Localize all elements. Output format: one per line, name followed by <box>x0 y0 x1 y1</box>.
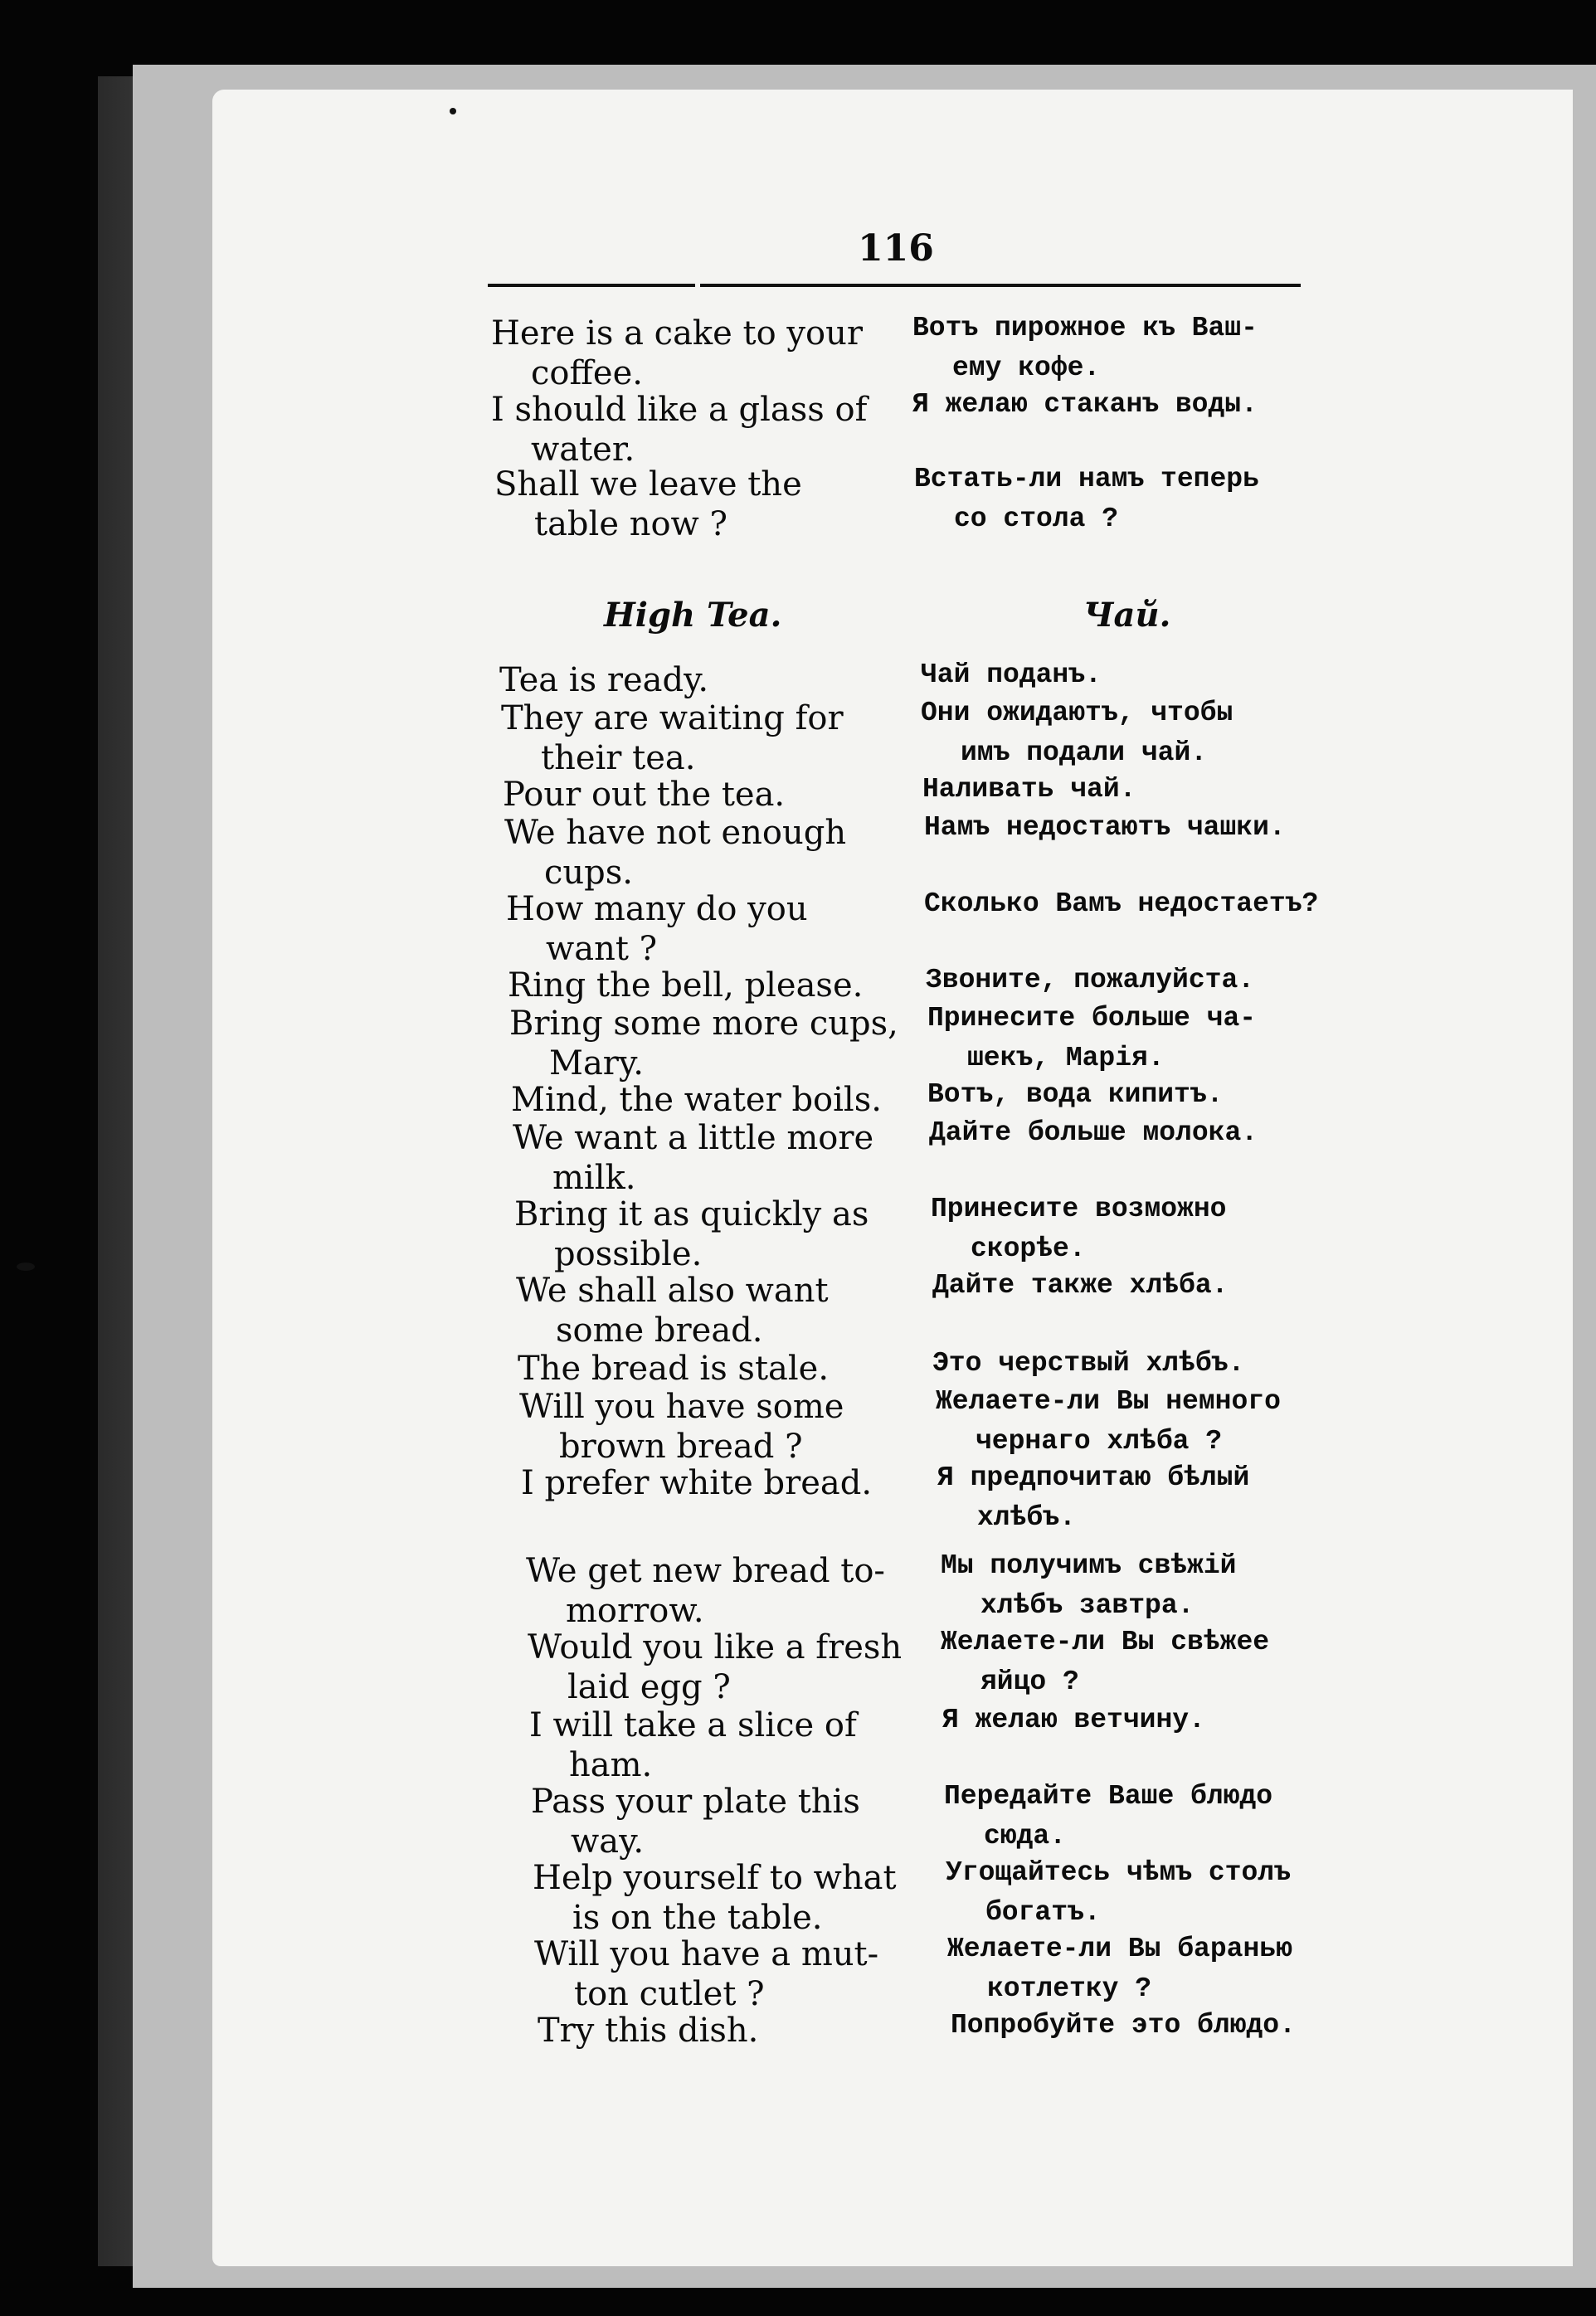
phrase-russian-line: Принесите больше ча- <box>927 1003 1257 1034</box>
phrase-english <box>538 2011 758 2051</box>
phrase-english-continuation: coffee. <box>531 354 643 392</box>
phrase-russian-continuation: имъ подали чай. <box>961 737 1208 768</box>
phrase-english <box>491 390 867 470</box>
phrase-russian <box>927 999 1256 1078</box>
phrase-russian-line: Чай поданъ. <box>921 659 1102 690</box>
phrase-russian-continuation: котлетку ? <box>987 1973 1152 2004</box>
phrase-english <box>494 465 802 544</box>
phrase-russian-continuation: шекъ, Марія. <box>967 1043 1165 1073</box>
phrase-english-continuation: table now ? <box>534 505 727 543</box>
phrase-russian-line: Мы получимъ свѣжій <box>941 1550 1237 1581</box>
phrase-english <box>528 1628 902 1707</box>
phrase-russian <box>947 1929 1292 2009</box>
phrase-english-line: Here is a cake to your <box>491 314 863 353</box>
phrase-english-line: Bring it as quickly as <box>514 1195 869 1233</box>
phrase-russian-continuation: чернаго хлѣба ? <box>976 1426 1223 1457</box>
phrase-russian <box>922 770 1136 810</box>
phrase-russian-continuation: скорѣе. <box>971 1233 1086 1264</box>
phrase-english-line: Pass your plate this <box>531 1783 860 1821</box>
phrase-russian <box>942 1701 1205 1740</box>
book-page <box>212 90 1573 2266</box>
phrase-russian-line: Намъ недостаютъ чашки. <box>924 812 1286 843</box>
phrase-russian <box>921 655 1102 695</box>
phrase-english <box>509 1004 898 1083</box>
dust-speck <box>450 108 456 114</box>
phrase-russian <box>929 1113 1258 1153</box>
phrase-russian-line: Вотъ пирожное къ Ваш- <box>912 313 1258 343</box>
section-heading-english: High Tea. <box>604 596 782 635</box>
phrase-russian-line: Я желаю ветчину. <box>942 1705 1205 1735</box>
phrase-russian <box>941 1623 1269 1702</box>
section-heading-russian: Чай. <box>1083 596 1171 635</box>
phrase-russian-continuation: хлѣбъ. <box>977 1502 1076 1533</box>
phrase-english-line: We shall also want <box>516 1272 829 1310</box>
phrase-english-continuation: their tea. <box>541 739 696 777</box>
phrase-russian <box>927 1075 1223 1115</box>
phrase-english-continuation: some bread. <box>556 1311 763 1350</box>
phrase-english-continuation: way. <box>571 1822 645 1861</box>
phrase-english-line: Shall we leave the <box>494 465 802 504</box>
phrase-russian <box>912 309 1258 388</box>
phrase-english-line: I should like a glass of <box>491 391 868 429</box>
phrase-russian-line: Они ожидаютъ, чтобы <box>921 698 1233 728</box>
phrase-english-continuation: milk. <box>552 1159 636 1197</box>
phrase-english-line: The bread is stale. <box>518 1350 830 1388</box>
phrase-russian-line: Встать-ли намъ теперь <box>914 464 1259 494</box>
phrase-english-continuation: cups. <box>544 854 634 892</box>
phrase-russian-line: Сколько Вамъ недостаетъ? <box>924 888 1319 919</box>
phrase-english-continuation: want ? <box>546 930 658 968</box>
phrase-english-continuation: morrow. <box>566 1592 704 1630</box>
phrase-english <box>534 1934 878 2014</box>
phrase-russian-line: Угощайтесь чѣмъ столъ <box>946 1857 1291 1888</box>
phrase-english-continuation: ton cutlet ? <box>574 1975 765 2013</box>
phrase-russian <box>931 1190 1226 1269</box>
phrase-english <box>533 1858 897 1938</box>
phrase-english <box>526 1551 885 1631</box>
phrase-russian-line: Желаете-ли Вы свѣжее <box>941 1627 1270 1657</box>
phrase-russian-continuation: яйцо ? <box>980 1666 1079 1697</box>
phrase-russian-continuation: со стола ? <box>954 504 1119 534</box>
phrase-english-line: They are waiting for <box>501 699 844 737</box>
phrase-english <box>529 1705 857 1785</box>
phrase-russian <box>932 1266 1228 1306</box>
phrase-russian-line: Я предпочитаю бѣлый <box>937 1462 1250 1493</box>
phrase-russian-line: Принесите возможно <box>931 1194 1227 1224</box>
phrase-russian <box>914 460 1259 539</box>
phrase-russian-continuation: сюда. <box>984 1821 1067 1851</box>
phrase-english-continuation: laid egg ? <box>567 1668 731 1706</box>
phrase-english-line: I prefer white bread. <box>521 1464 873 1502</box>
phrase-russian-line: Дайте также хлѣба. <box>932 1270 1229 1301</box>
phrase-russian <box>941 1546 1236 1626</box>
phrase-english-line: We want a little more <box>513 1119 874 1157</box>
phrase-russian-line: Звоните, пожалуйста. <box>926 965 1255 995</box>
phrase-english <box>508 966 863 1005</box>
page-number: 116 <box>858 227 934 270</box>
phrase-english-line: Pour out the tea. <box>503 776 786 814</box>
phrase-russian-line: Это черствый хлѣбъ. <box>932 1348 1245 1379</box>
phrase-english-line: Mind, the water boils. <box>511 1081 882 1119</box>
phrase-russian <box>944 1777 1272 1856</box>
header-rule <box>488 284 1301 287</box>
phrase-english <box>491 314 863 393</box>
phrase-russian-continuation: богатъ. <box>985 1897 1101 1928</box>
phrase-russian <box>924 884 1318 924</box>
phrase-russian-line: Дайте больше молока. <box>929 1117 1258 1148</box>
phrase-english <box>513 1118 873 1198</box>
phrase-english-continuation: brown bread ? <box>559 1428 803 1466</box>
phrase-english-line: Will you have a mut- <box>534 1935 879 1973</box>
phrase-russian <box>951 2006 1296 2046</box>
phrase-english <box>506 889 808 969</box>
phrase-english <box>511 1080 882 1120</box>
phrase-russian <box>921 693 1233 773</box>
phrase-english-line: How many do you <box>506 890 808 928</box>
phrase-russian-line: Желаете-ли Вы баранью <box>947 1934 1292 1964</box>
phrase-english-line: Tea is ready. <box>499 661 709 699</box>
phrase-russian-line: Наливать чай. <box>922 774 1136 805</box>
phrase-english-line: Will you have some <box>519 1388 844 1426</box>
phrase-russian <box>946 1853 1291 1933</box>
phrase-english <box>521 1463 872 1503</box>
phrase-russian <box>924 808 1286 848</box>
phrase-english <box>519 1387 844 1467</box>
phrase-english <box>501 698 844 778</box>
phrase-english-line: Help yourself to what <box>533 1859 897 1897</box>
phrase-russian-continuation: хлѣбъ завтра. <box>980 1590 1195 1621</box>
phrase-russian <box>932 1344 1244 1384</box>
phrase-english-continuation: water. <box>531 431 635 469</box>
phrase-english <box>518 1349 829 1389</box>
phrase-english <box>514 1194 869 1274</box>
dust-speck <box>17 1263 35 1271</box>
phrase-russian <box>937 1458 1249 1538</box>
phrase-english-line: Try this dish. <box>538 2012 759 2050</box>
phrase-english-line: We get new bread to- <box>526 1552 885 1590</box>
phrase-russian-continuation: ему кофе. <box>952 353 1101 383</box>
phrase-russian <box>926 961 1254 1000</box>
phrase-russian-line: Передайте Ваше блюдо <box>944 1781 1273 1812</box>
phrase-english-continuation: Mary. <box>549 1044 644 1083</box>
phrase-english-line: Ring the bell, please. <box>508 966 864 1005</box>
phrase-english <box>516 1271 829 1350</box>
phrase-english-line: Would you like a fresh <box>528 1628 903 1666</box>
phrase-russian-line: Я желаю стаканъ воды. <box>912 389 1258 420</box>
phrase-english-continuation: is on the table. <box>572 1899 823 1937</box>
phrase-english-line: I will take a slice of <box>529 1706 857 1744</box>
phrase-english-line: Bring some more cups, <box>509 1005 898 1043</box>
phrase-english-continuation: ham. <box>569 1746 653 1784</box>
phrase-russian-line: Вотъ, вода кипитъ. <box>927 1079 1224 1110</box>
phrase-english <box>531 1782 860 1861</box>
phrase-english <box>499 660 708 700</box>
phrase-russian <box>912 385 1258 425</box>
phrase-english <box>504 813 846 893</box>
phrase-english-line: We have not enough <box>504 814 847 852</box>
phrase-english-continuation: possible. <box>554 1235 703 1273</box>
phrase-russian <box>936 1382 1281 1462</box>
phrase-russian-line: Попробуйте это блюдо. <box>951 2010 1296 2041</box>
phrase-english <box>503 775 785 815</box>
phrase-russian-line: Желаете-ли Вы немного <box>936 1386 1281 1417</box>
